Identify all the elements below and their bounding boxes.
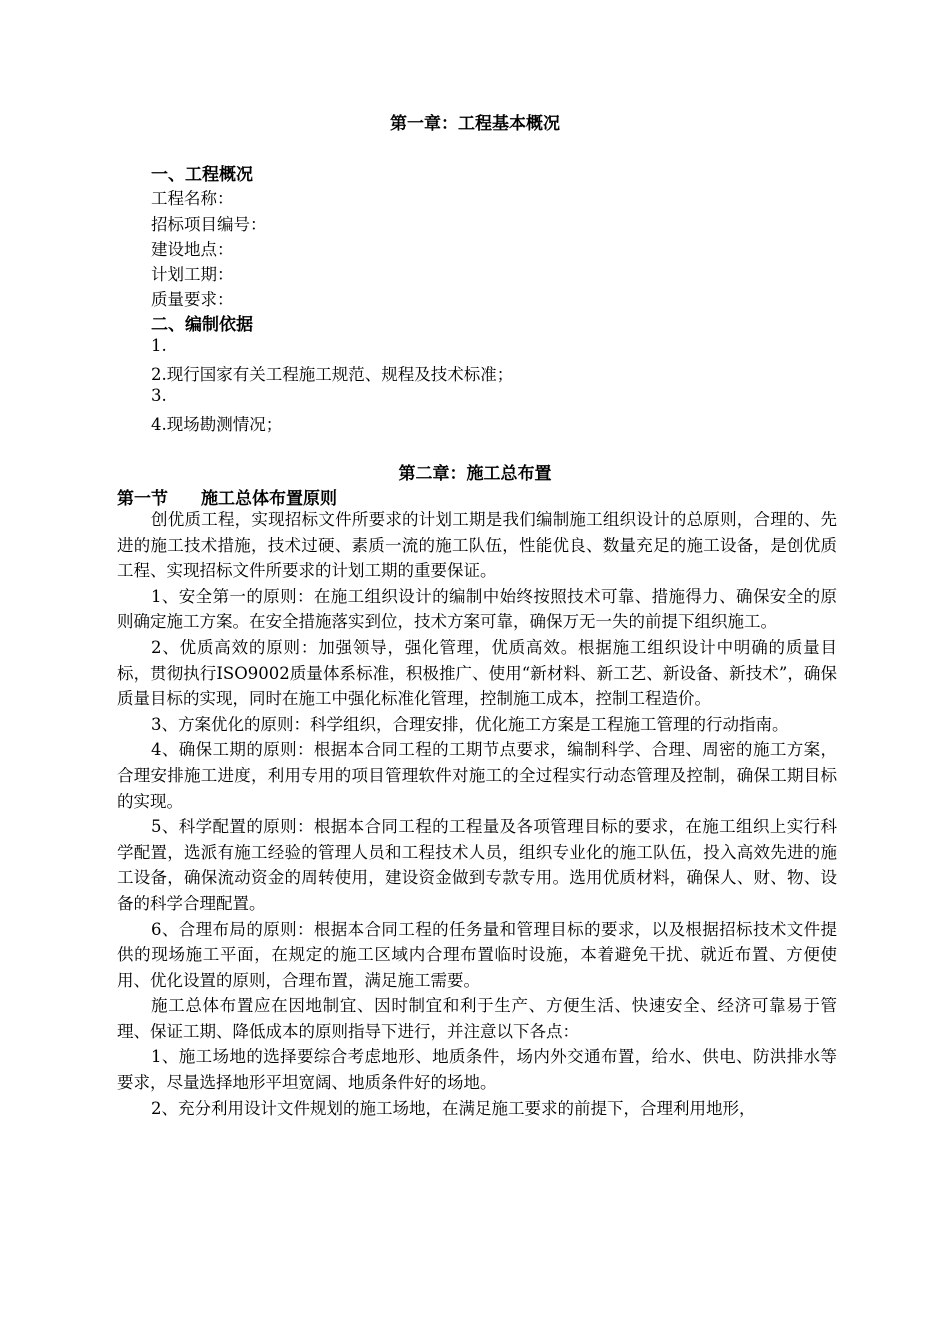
paragraph: 施工总体布置应在因地制宜、因时制宜和利于生产、方便生活、快速安全、经济可靠易于管理、保证工期、降低成本的原则指导下进行，并注意以下各点： <box>117 996 837 1041</box>
field-quality: 质量要求： <box>151 290 234 309</box>
paragraph: 5、科学配置的原则：根据本合同工程的工程量及各项管理目标的要求，在施工组织上实行科学配置，选派有施工经验的管理人员和工程技术人员，组织专业化的施工队伍，投入高效先进的施工设备，确保流动资金的周转使用，建设资金做到专款专用。选用优质材料，确保人、财、物、设备的科学合理配置。 <box>117 817 837 913</box>
field-project-name: 工程名称： <box>151 189 234 208</box>
field-tender-number: 招标项目编号： <box>151 215 267 234</box>
paragraph: 创优质工程，实现招标文件所要求的计划工期是我们编制施工组织设计的总原则，合理的、先进的施工技术措施，技术过硬、素质一流的施工队伍，性能优良、数量充足的施工设备，是创优质工程、实现招标文件所要求的计划工期的重要保证。 <box>117 510 837 581</box>
paragraph: 3、方案优化的原则：科学组织，合理安排，优化施工方案是工程施工管理的行动指南。 <box>151 714 789 734</box>
paragraph: 1、施工场地的选择要综合考虑地形、地质条件，场内外交通布置，给水、供电、防洪排水等要求，尽量选择地形平坦宽阔、地质条件好的场地。 <box>117 1047 837 1093</box>
chapter-1-title: 第一章：工程基本概况 <box>390 114 560 134</box>
basis-item: 3. <box>151 386 167 405</box>
body-text <box>117 507 837 1121</box>
section-title: 施工总体布置原则 <box>201 489 337 509</box>
section-basis-title: 二、编制依据 <box>151 315 253 335</box>
paragraph: 1、安全第一的原则：在施工组织设计的编制中始终按照技术可靠、措施得力、确保安全的原则确定施工方案。在安全措施落实到位，技术方案可靠，确保万无一失的前提下组织施工。 <box>117 586 837 632</box>
paragraph: 2、充分利用设计文件规划的施工场地，在满足施工要求的前提下，合理利用地形， <box>151 1098 756 1118</box>
section-overview-title: 一、工程概况 <box>151 165 253 185</box>
field-location: 建设地点： <box>151 240 234 259</box>
paragraph: 2、优质高效的原则：加强领导，强化管理，优质高效。根据施工组织设计中明确的质量目标，贯彻执行ISO9002质量体系标准，积极推广、使用“新材料、新工艺、新设备、新技术”，确保质量目标的实现，同时在施工中强化标准化管理，控制施工成本，控制工程造价。 <box>117 637 837 709</box>
paragraph: 4、确保工期的原则：根据本合同工程的工期节点要求，编制科学、合理、周密的施工方案，合理安排施工进度，利用专用的项目管理软件对施工的全过程实行动态管理及控制，确保工期目标的实现。 <box>117 740 837 811</box>
field-schedule: 计划工期： <box>151 265 234 284</box>
paragraph: 6、合理布局的原则：根据本合同工程的任务量和管理目标的要求，以及根据招标技术文件提供的现场施工平面，在规定的施工区域内合理布置临时设施，本着避免干扰、就近布置、方便使用、优化设置的原则，合理布置，满足施工需要。 <box>117 919 837 990</box>
chapter-2-title: 第二章：施工总布置 <box>398 464 552 484</box>
basis-item: 2.现行国家有关工程施工规范、规程及技术标准； <box>151 365 514 384</box>
basis-item: 1. <box>151 336 167 355</box>
section-label: 第一节 <box>117 489 168 509</box>
basis-item: 4.现场勘测情况； <box>151 415 283 434</box>
